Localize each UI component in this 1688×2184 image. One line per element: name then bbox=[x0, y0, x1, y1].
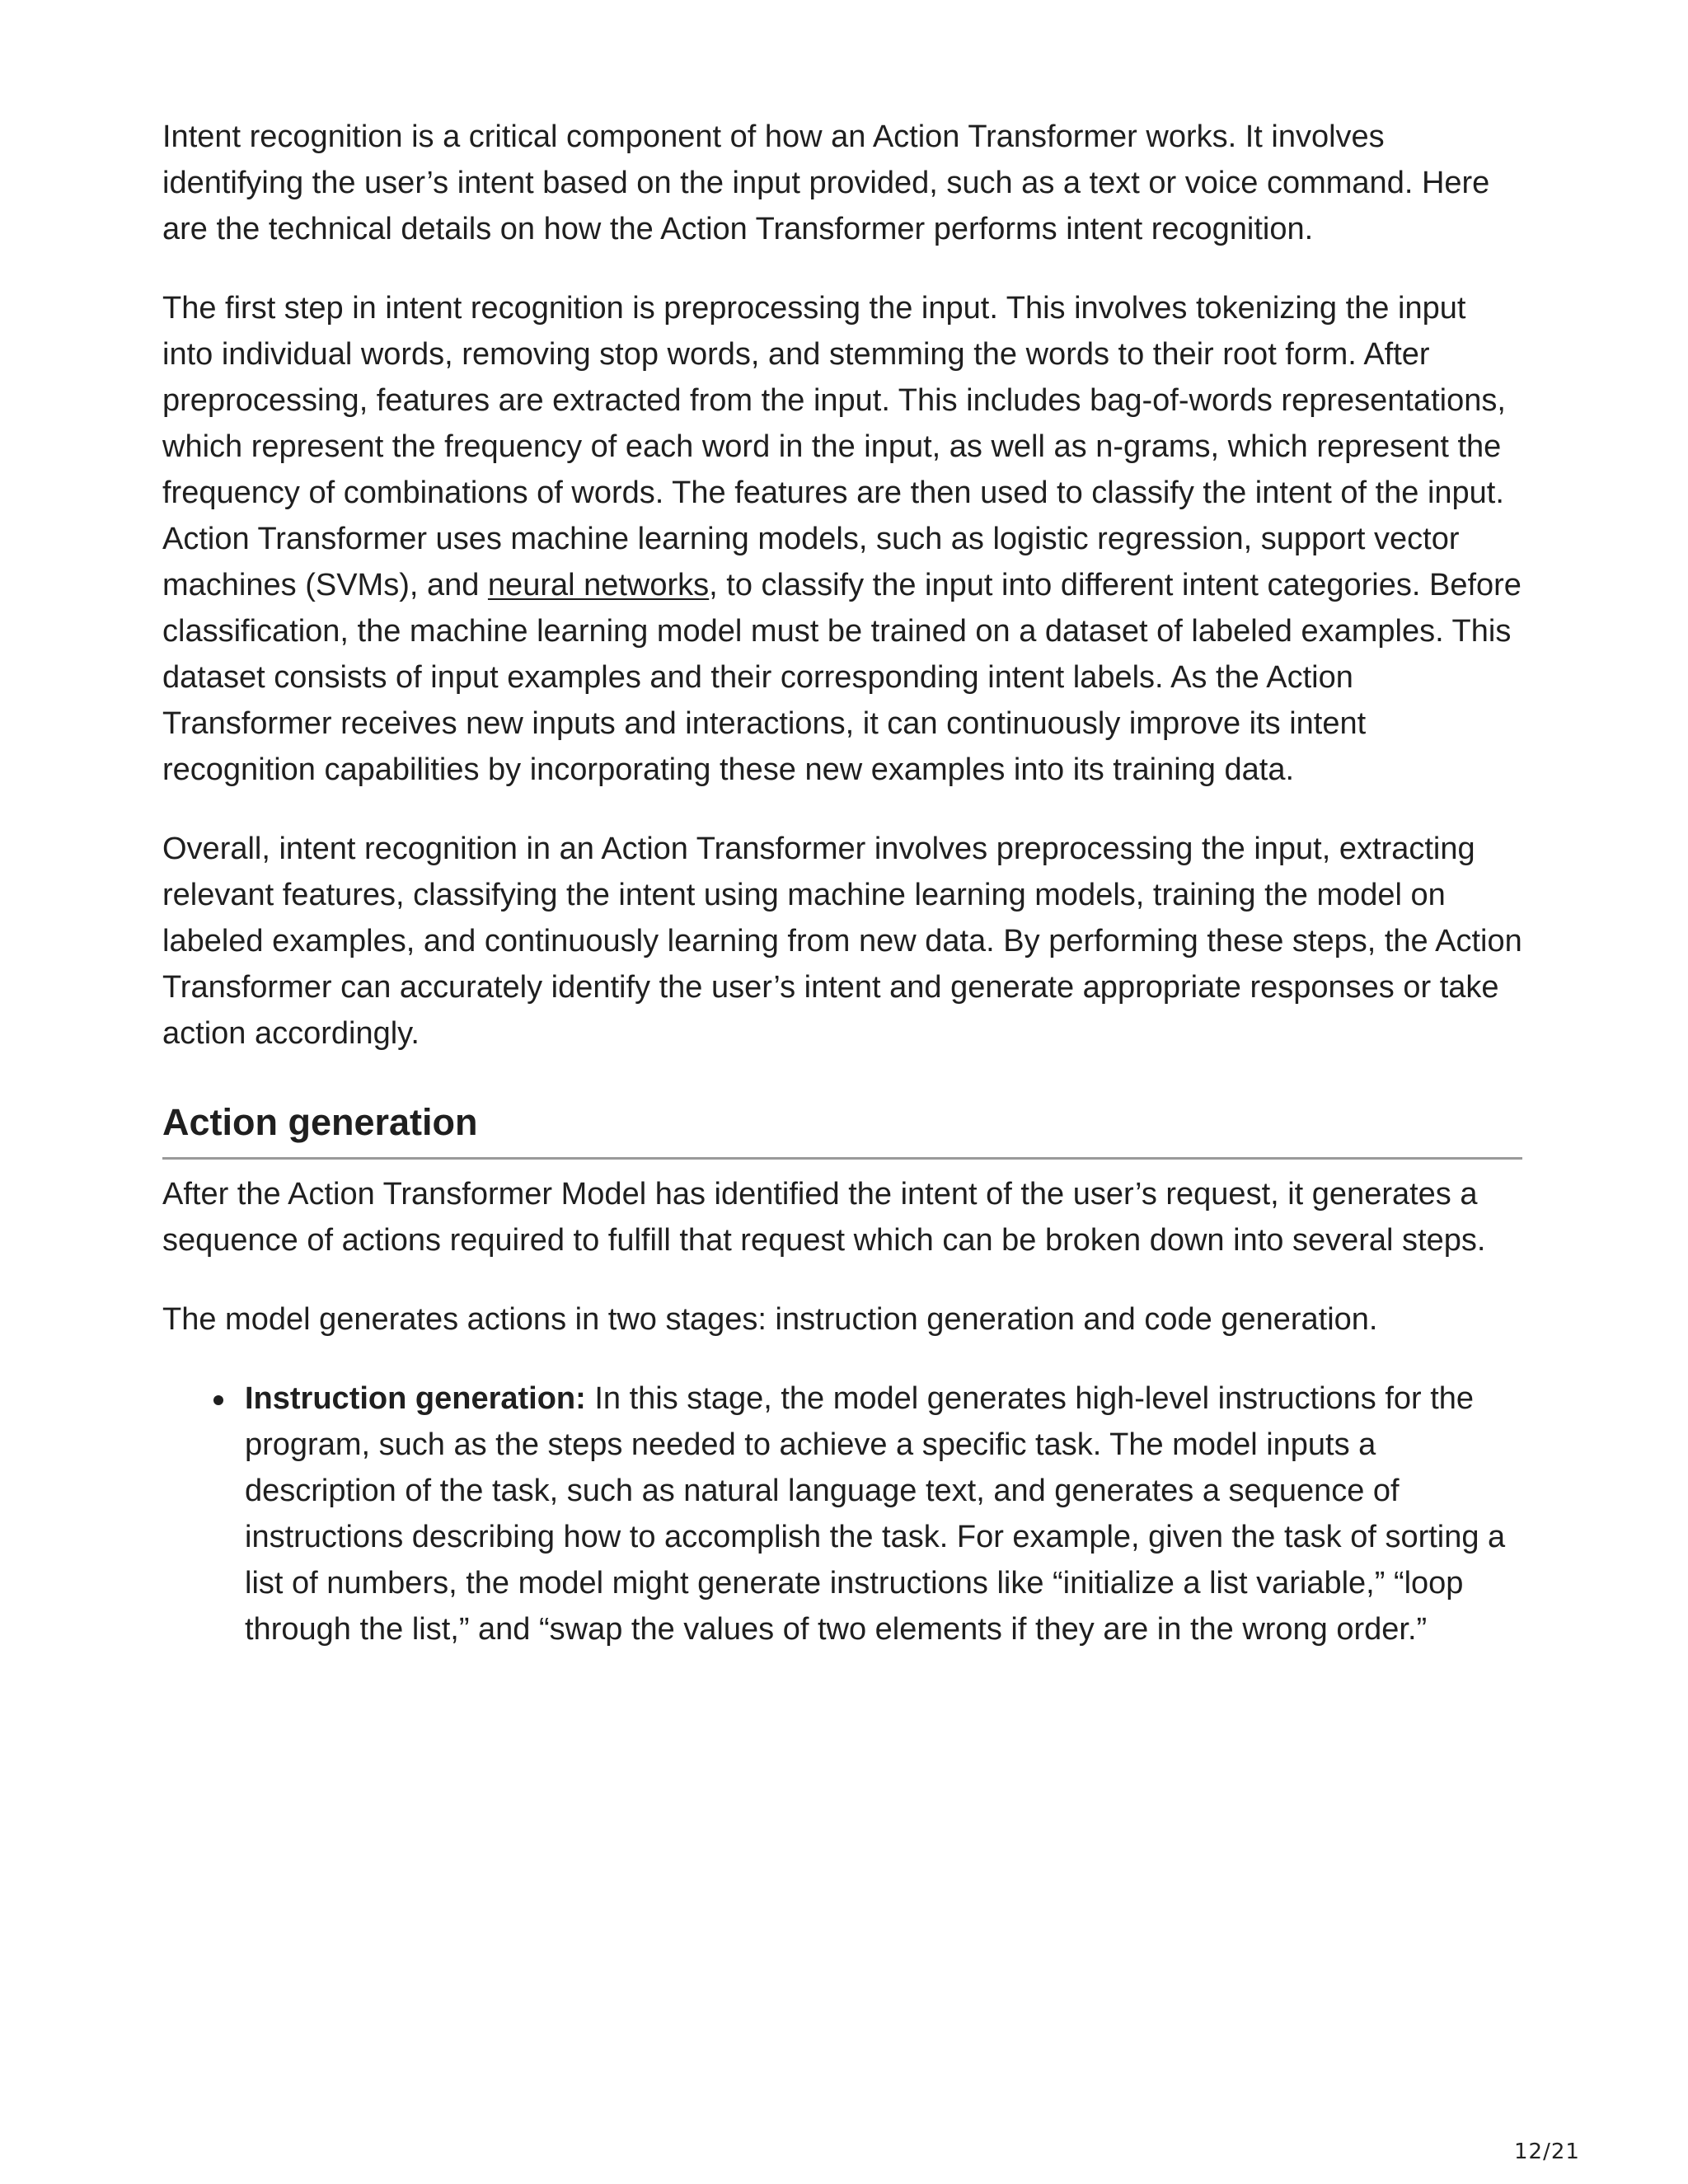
section-heading-action-generation: Action generation bbox=[162, 1098, 1522, 1160]
page-number: 12/21 bbox=[1514, 2139, 1580, 2164]
stages-list bbox=[162, 1376, 1522, 1652]
neural-networks-link[interactable]: neural networks bbox=[487, 568, 710, 602]
summary-paragraph: Overall, intent recognition in an Action Transformer involves preprocessing the input, extracting relevant features, classifying the intent using machine learning models, training the model on labeled examples, and continuously learning from new data. By performing these steps, the Action Transformer can accurately identify the user’s intent and generate appropriate responses or take action accordingly. bbox=[162, 832, 1522, 1051]
list-item-text: In this stage, the model generates high-level instructions for the program, such as the steps needed to achieve a specific task. The model inputs a description of the task, such as natural language text, and generates a sequence of instructions describing how to accomplish the task. For example, given the task of sorting a list of numbers, the model might generate instructions like “initialize a list variable,” “loop through the list,” and “swap the values of two elements if they are in the wrong order.” bbox=[245, 1381, 1506, 1647]
two-stages-paragraph: The model generates actions in two stages: instruction generation and code generation. bbox=[162, 1302, 1378, 1337]
preprocessing-paragraph bbox=[162, 285, 1522, 793]
preprocessing-text-before-link: The first step in intent recognition is preprocessing the input. This involves tokenizing the input into individual words, removing stop words, and stemming the words to their root form. After preprocessing, features are extracted from the input. This includes bag-of-words representations, which represent the frequency of each word in the input, as well as n-grams, which represent the frequency of combinations of words. The features are then used to classify the intent of the input. Action Transformer uses machine learning models, such as logistic regression, support vector machines (SVMs), and bbox=[162, 291, 1506, 602]
document-page bbox=[162, 114, 1522, 1652]
list-item bbox=[245, 1376, 1522, 1652]
list-item-title: Instruction generation: bbox=[245, 1381, 586, 1416]
bullet-icon bbox=[213, 1395, 223, 1405]
intro-paragraph: Intent recognition is a critical component of how an Action Transformer works. It involves identifying the user’s intent based on the input provided, such as a text or voice command. Here are the technical details on how the Action Transformer performs intent recognition. bbox=[162, 120, 1490, 246]
preprocessing-text-after-link: , to classify the input into different intent categories. Before classification, the machine learning model must be trained on a dataset of labeled examples. This dataset consists of input examples and their corresponding intent labels. As the Action Transformer receives new inputs and interactions, it can continuously improve its intent recognition capabilities by incorporating these new examples into its training data. bbox=[162, 568, 1522, 787]
action-generation-intro-paragraph: After the Action Transformer Model has identified the intent of the user’s request, it generates a sequence of actions required to fulfill that request which can be broken down into several steps. bbox=[162, 1177, 1486, 1258]
